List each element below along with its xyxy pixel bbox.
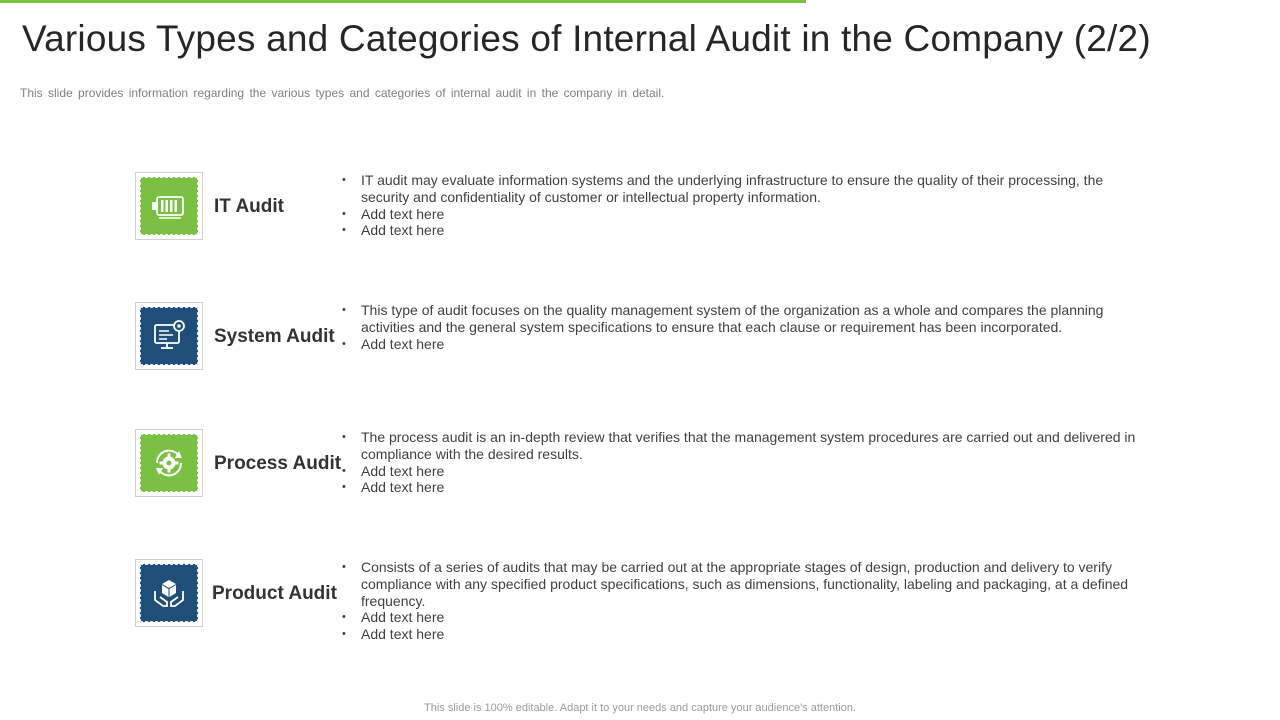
product-audit-bullets [340,559,1140,643]
process-audit-label: Process Audit [214,453,342,474]
process-audit-icon-frame [135,429,203,497]
server-icon [140,177,198,235]
gear-cycle-icon [140,434,198,492]
list-item: • Add text here [340,463,1140,480]
list-item: • IT audit may evaluate information systems and the underlying infrastructure to ensure the quality of their processing, the security and confidentiality of customer or intellectual property information. [340,172,1140,206]
list-item: • The process audit is an in-depth review that verifies that the management system procedures are carried out and delivered in compliance with the desired results. [340,429,1140,463]
it-audit-icon-frame [135,172,203,240]
product-audit-label: Product Audit [212,583,337,604]
page-title: Various Types and Categories of Internal Audit in the Company (2/2) [22,18,1151,59]
it-audit-label: IT Audit [214,196,284,217]
process-audit-bullets [340,429,1140,496]
footer-note: This slide is 100% editable. Adapt it to your needs and capture your audience's attention. [424,702,856,714]
computer-settings-icon [140,307,198,365]
list-item: • Add text here [340,609,1140,626]
list-item: • Add text here [340,479,1140,496]
it-audit-bullets [340,172,1140,239]
list-item: • This type of audit focuses on the quality management system of the organization as a whole and compares the planning activities and the general system specifications to ensure that each clause or requirement has been incorporated. [340,302,1140,336]
product-audit-icon-frame [135,559,203,627]
list-item: • Add text here [340,336,1140,353]
system-audit-icon-frame [135,302,203,370]
product-hands-icon [140,564,198,622]
system-audit-label: System Audit [214,326,335,347]
list-item: • Consists of a series of audits that may be carried out at the appropriate stages of design, production and delivery to verify compliance with any specified product specifications, such as dimensions, functionality, labeling and packaging, at a defined frequency. [340,559,1140,609]
list-item: • Add text here [340,206,1140,223]
slide-subtitle: This slide provides information regarding the various types and categories of internal audit in the company in detail. [20,86,665,100]
accent-bar [0,0,806,3]
list-item: • Add text here [340,222,1140,239]
system-audit-bullets [340,302,1140,352]
list-item: • Add text here [340,626,1140,643]
